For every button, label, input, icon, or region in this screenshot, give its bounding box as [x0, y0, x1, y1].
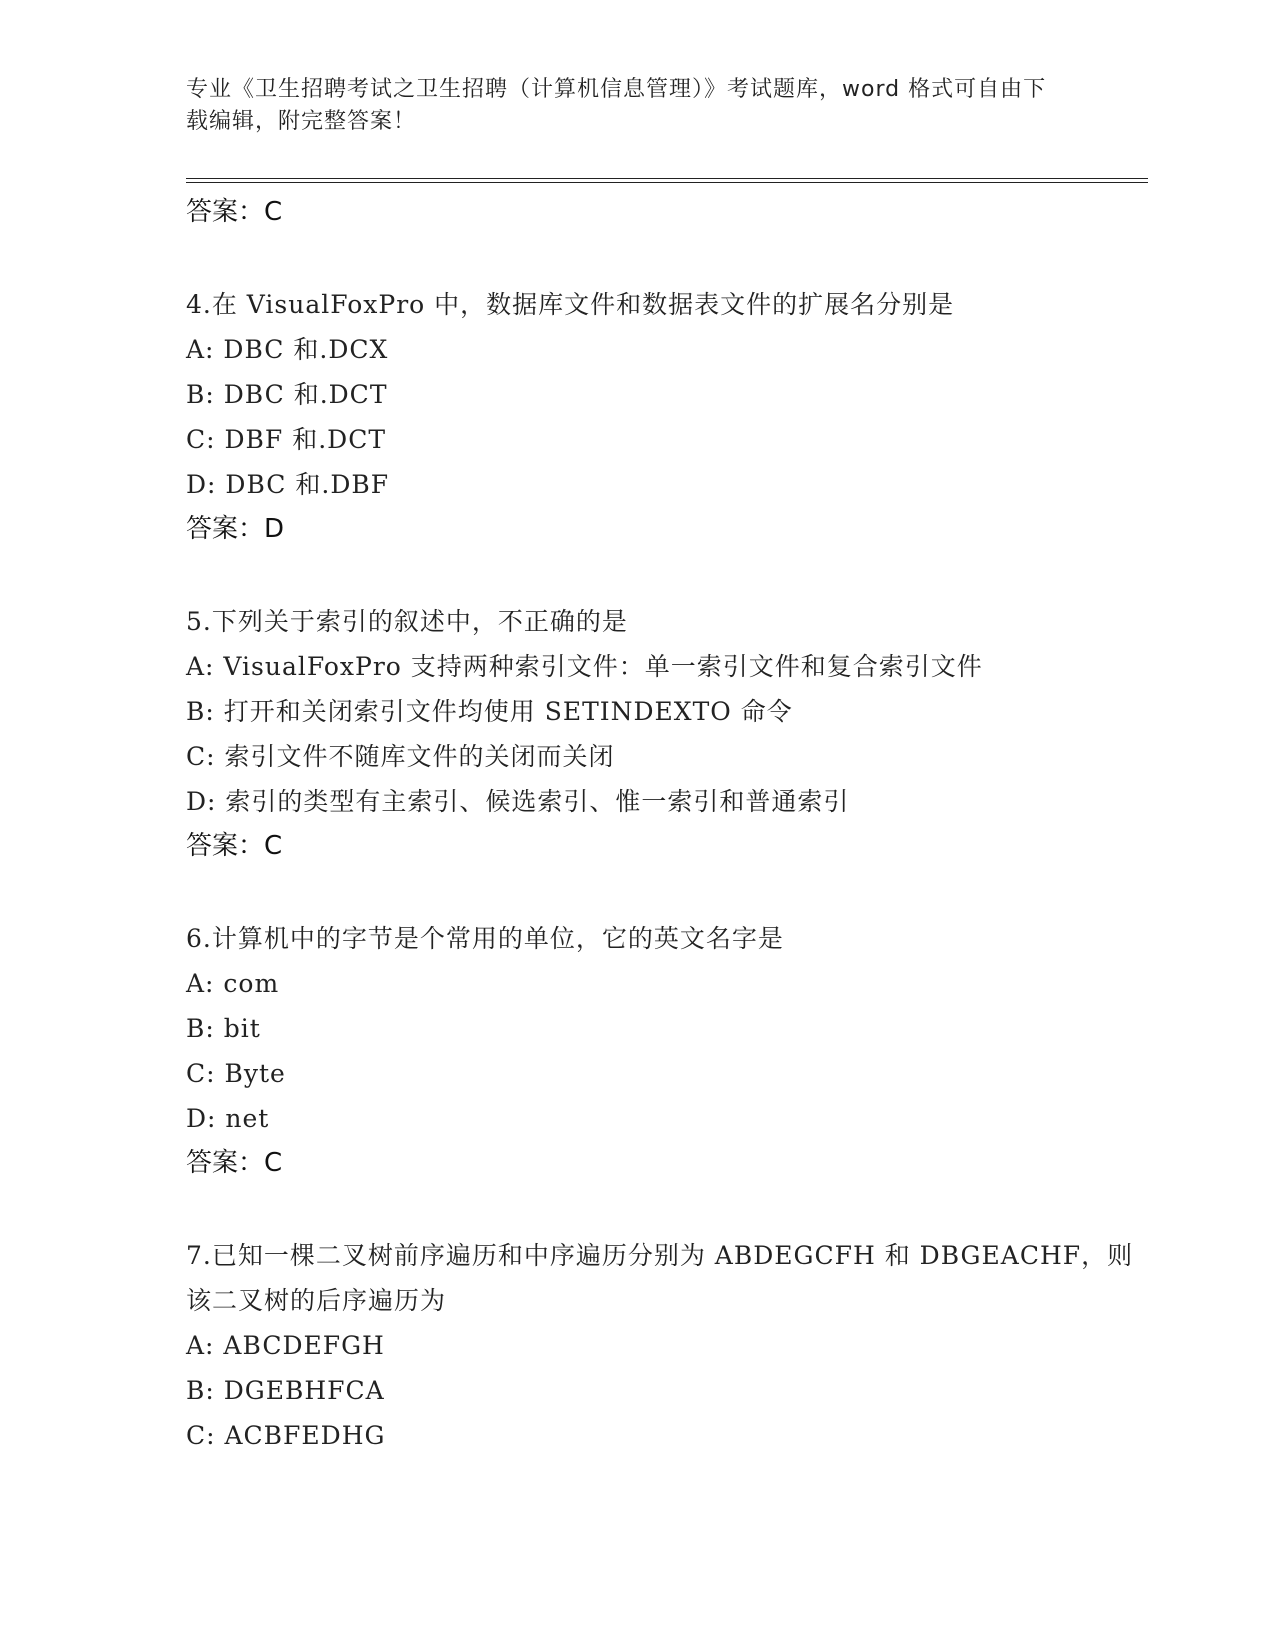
- question-4: 4.在 VisualFoxPro 中，数据库文件和数据表文件的扩展名分别是: [186, 290, 955, 319]
- question-6-option-a: A: com: [186, 969, 280, 998]
- question-7-option-c: C: ACBFEDHG: [186, 1421, 386, 1450]
- question-5-option-c: C: 索引文件不随库文件的关闭而关闭: [186, 742, 615, 771]
- question-5-option-d: D: 索引的类型有主索引、候选索引、惟一索引和普通索引: [186, 787, 850, 816]
- document-body: [186, 190, 1146, 1458]
- question-4-option-b: B: DBC 和.DCT: [186, 380, 388, 409]
- question-4-option-a: A: DBC 和.DCX: [186, 335, 389, 364]
- question-5: 5.下列关于索引的叙述中，不正确的是: [186, 607, 628, 636]
- question-7-option-a: A: ABCDEFGH: [186, 1331, 385, 1360]
- question-6: 6.计算机中的字节是个常用的单位，它的英文名字是: [186, 924, 784, 953]
- question-6-option-c: C: Byte: [186, 1059, 286, 1088]
- header-rule-top: [186, 178, 1148, 179]
- question-5-option-a: A: VisualFoxPro 支持两种索引文件：单一索引文件和复合索引文件: [186, 652, 983, 681]
- question-5-answer: 答案：C: [186, 831, 283, 861]
- question-7-option-b: B: DGEBHFCA: [186, 1376, 385, 1405]
- question-6-option-d: D: net: [186, 1104, 270, 1133]
- answer-prev: 答案：C: [186, 197, 283, 227]
- header-rule-bottom: [186, 182, 1148, 183]
- question-6-option-b: B: bit: [186, 1014, 261, 1043]
- page-header-text: 专业《卫生招聘考试之卫生招聘（计算机信息管理）》考试题库，word 格式可自由下载编辑，附完整答案！: [186, 77, 1047, 134]
- question-5-option-b: B: 打开和关闭索引文件均使用 SETINDEXTO 命令: [186, 697, 793, 726]
- question-6-answer: 答案：C: [186, 1148, 283, 1178]
- question-7: 7.已知一棵二叉树前序遍历和中序遍历分别为 ABDEGCFH 和 DBGEACHF，则该二叉树的后序遍历为: [186, 1241, 1134, 1315]
- question-4-option-d: D: DBC 和.DBF: [186, 470, 390, 499]
- question-4-option-c: C: DBF 和.DCT: [186, 425, 387, 454]
- question-4-answer: 答案：D: [186, 514, 285, 544]
